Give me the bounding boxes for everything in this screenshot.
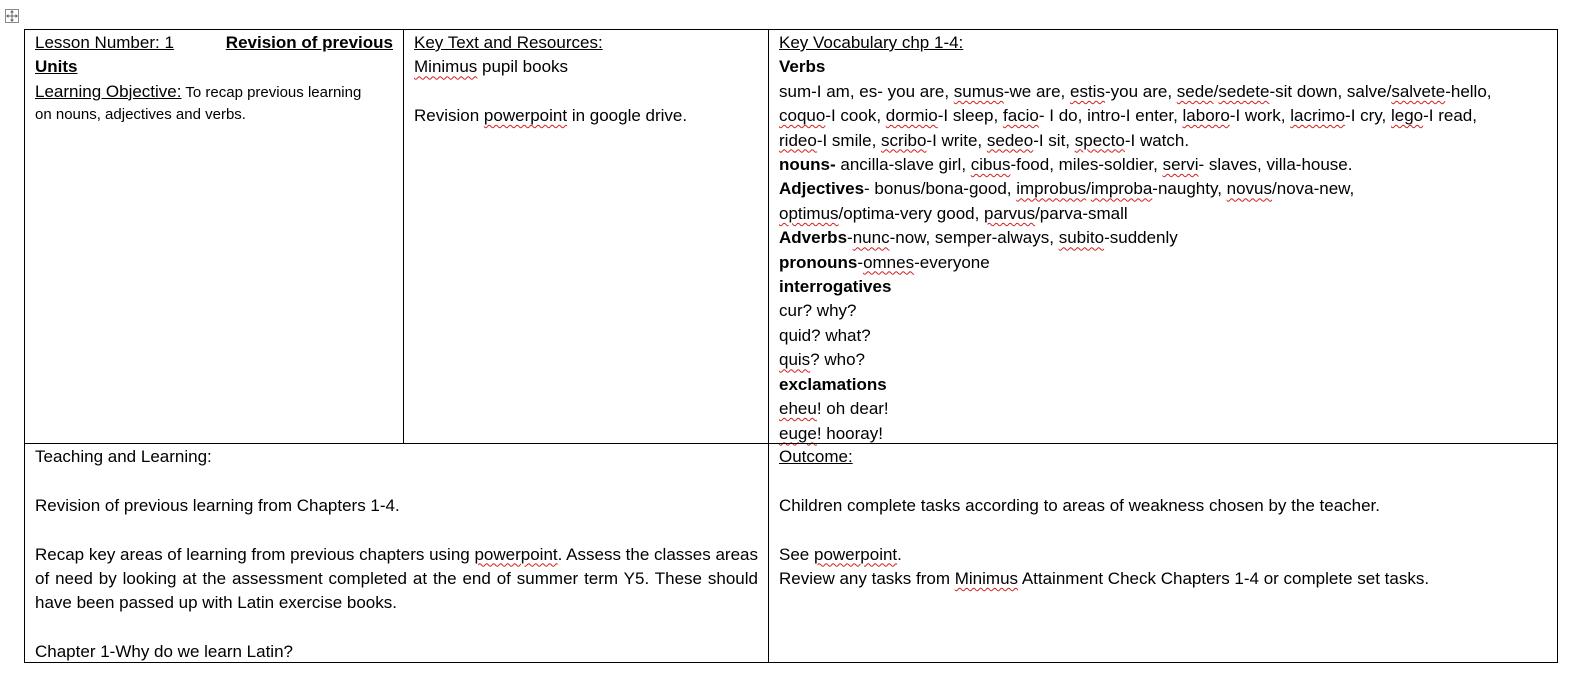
learning-objective-text: on nouns, adjectives and verbs. <box>35 106 246 124</box>
outcome-paragraph: See powerpoint. <box>779 544 902 564</box>
lesson-number: Lesson Number: 1 <box>35 33 174 52</box>
teaching-heading: Teaching and Learning: <box>35 447 212 466</box>
resources-heading: Key Text and Resources: <box>414 33 603 52</box>
verbs-line: sum-I am, es- you are, sumus-we are, estis-you are, sede/sedete-sit down, salve/salvete-hello, <box>779 81 1492 101</box>
teaching-paragraph: Recap key areas of learning from previous chapters using powerpoint. Assess the classes areas of need by looking at the assessment completed at the end of summer term Y5. These should have been passed up with Latin exercise books. <box>35 544 758 613</box>
vocabulary-heading: Key Vocabulary chp 1-4: <box>779 33 964 52</box>
lesson-title-cont: Units <box>35 57 78 77</box>
exclamations-heading: exclamations <box>779 374 887 394</box>
interrogative-item: quis? who? <box>779 350 866 370</box>
lesson-title: Revision of previous <box>225 33 393 52</box>
teaching-cell <box>24 443 769 663</box>
table-move-handle-icon[interactable] <box>5 9 19 23</box>
nouns-line: nouns- ancilla-slave girl, cibus-food, miles-soldier, servi- slaves, villa-house. <box>779 155 1353 175</box>
verbs-heading: Verbs <box>779 57 826 77</box>
verbs-line: coquo-I cook, dormio-I sleep, facio- I do, intro-I enter, laboro-I work, lacrimo-I cry, lego-I read, <box>779 106 1477 126</box>
teaching-paragraph: Chapter 1-Why do we learn Latin? <box>35 642 293 662</box>
verbs-line: rideo-I smile, scribo-I write, sedeo-I sit, specto-I watch. <box>779 130 1190 150</box>
vocabulary-cell <box>769 29 1558 443</box>
lesson-cell <box>24 29 404 443</box>
outcome-cell <box>769 443 1558 663</box>
exclamation-item: euge! hooray! <box>779 423 883 443</box>
adverbs-line: Adverbs-nunc-now, semper-always, subito-suddenly <box>779 228 1178 248</box>
exclamation-item: eheu! oh dear! <box>779 399 889 419</box>
outcome-paragraph: Review any tasks from Minimus Attainment Check Chapters 1-4 or complete set tasks. <box>779 569 1430 588</box>
teaching-paragraph: Revision of previous learning from Chapters 1-4. <box>35 495 400 515</box>
outcome-paragraph: Children complete tasks according to areas of weakness chosen by the teacher. <box>779 495 1381 515</box>
resources-cell <box>404 29 769 443</box>
outcome-heading: Outcome: <box>779 447 853 466</box>
interrogative-item: quid? what? <box>779 325 871 345</box>
resource-item: Minimus pupil books <box>414 57 569 77</box>
learning-objective: Learning Objective: To recap previous learning <box>35 81 362 101</box>
interrogative-item: cur? why? <box>779 301 857 321</box>
pronouns-line: pronouns-omnes-everyone <box>779 252 990 272</box>
adjectives-line: optimus/optima-very good, parvus/parva-small <box>779 203 1128 223</box>
interrogatives-heading: interrogatives <box>779 277 892 297</box>
resource-item: Revision powerpoint in google drive. <box>414 106 688 126</box>
adjectives-line: Adjectives- bonus/bona-good, improbus/improba-naughty, novus/nova-new, <box>779 179 1355 199</box>
lesson-header <box>35 31 393 55</box>
